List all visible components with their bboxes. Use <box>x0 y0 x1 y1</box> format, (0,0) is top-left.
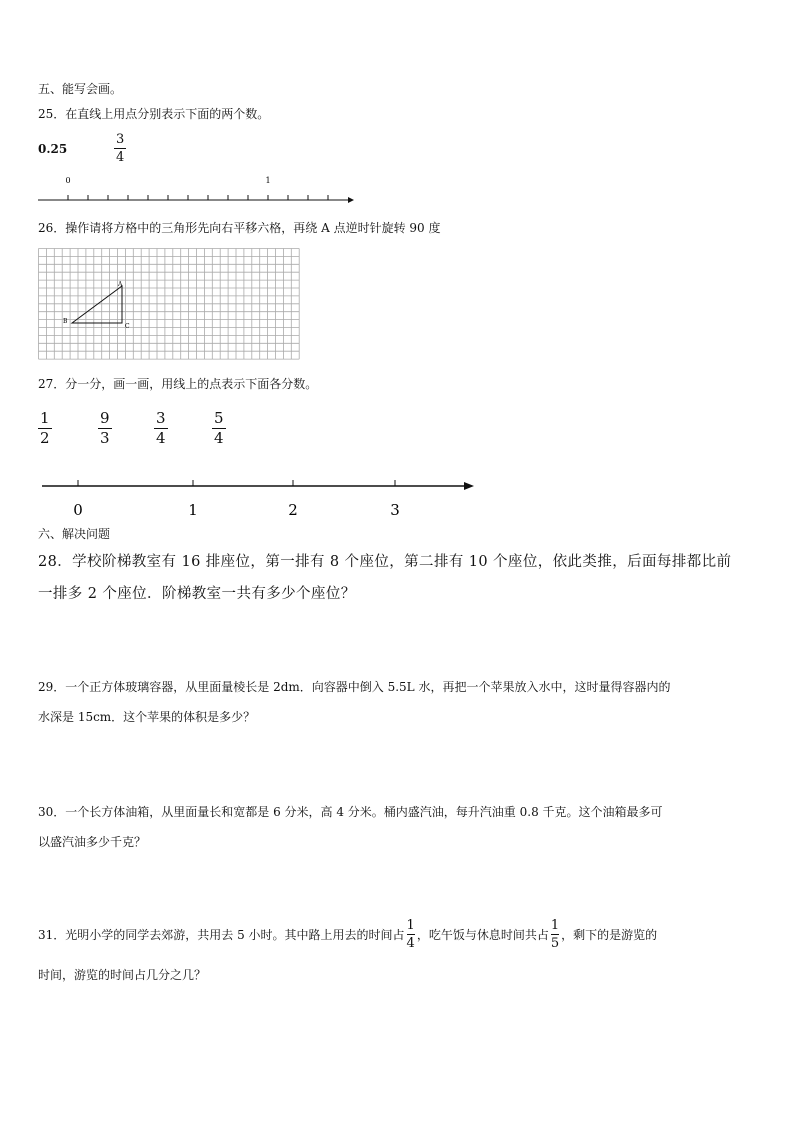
q31-fraction-1 <box>407 919 415 950</box>
point-c-label: C <box>125 323 130 330</box>
q26-square-grid <box>38 248 300 362</box>
section-title-5: 五、能写会画。 <box>38 82 123 96</box>
q27-fraction-3 <box>154 411 168 446</box>
fraction-numerator: 1 <box>406 918 415 933</box>
axis-label-1: 1 <box>188 501 198 519</box>
fraction-denominator: 4 <box>214 429 224 447</box>
q25-decimal: 0.25 <box>38 142 68 156</box>
fraction-denominator: 4 <box>406 936 415 951</box>
axis-label-2: 2 <box>288 501 298 519</box>
q27-fraction-4 <box>212 411 226 446</box>
number-line-label-1: 1 <box>265 176 271 185</box>
question-27: 27．分一分，画一画，用线上的点表示下面各分数。 <box>38 377 318 391</box>
fraction-numerator: 5 <box>214 409 224 427</box>
number-line-label-0: 0 <box>65 176 71 185</box>
q31-text-part-1: 31．光明小学的同学去郊游，共用去 5 小时。其中路上用去的时间占 <box>38 928 405 942</box>
q25-fraction <box>114 133 126 164</box>
q31-text-part-2: ，吃午饭与休息时间共占 <box>416 928 549 942</box>
axis-label-3: 3 <box>390 501 400 519</box>
q31-fraction-2 <box>551 919 559 950</box>
fraction-denominator: 2 <box>40 429 50 447</box>
q27-fraction-1 <box>38 411 52 446</box>
triangle-abc <box>72 286 122 323</box>
question-29-line-2: 水深是 15cm．这个苹果的体积是多少？ <box>38 710 256 724</box>
fraction-denominator: 4 <box>156 429 166 447</box>
fraction-denominator: 4 <box>116 150 125 165</box>
number-line-ticks <box>68 195 328 200</box>
fraction-numerator: 1 <box>40 409 50 427</box>
question-25: 25．在直线上用点分别表示下面的两个数。 <box>38 107 270 121</box>
question-26: 26．操作请将方格中的三角形先向右平移六格，再绕 A 点逆时针旋转 90 度 <box>38 221 441 235</box>
point-a-label: A <box>118 281 123 288</box>
q27-fraction-2 <box>98 411 112 446</box>
question-30-line-1: 30．一个长方体油箱，从里面量长和宽都是 6 分米，高 4 分米。桶内盛汽油，每升汽油重 0.8 千克。这个油箱最多可 <box>38 805 663 819</box>
fraction-numerator: 3 <box>156 409 166 427</box>
question-31-line-1 <box>38 919 657 950</box>
arrow-head-icon <box>464 482 474 490</box>
fraction-numerator: 3 <box>116 132 125 147</box>
axis-label-0: 0 <box>73 501 83 519</box>
q27-number-line <box>38 474 478 520</box>
fraction-numerator: 1 <box>550 918 560 933</box>
q31-text-part-3: ，剩下的是游览的 <box>561 928 658 942</box>
fraction-denominator: 5 <box>550 936 560 951</box>
question-28-line-2: 一排多 2 个座位．阶梯教室一共有多少个座位？ <box>38 586 356 602</box>
question-31-line-2: 时间，游览的时间占几分之几？ <box>38 968 207 982</box>
grid-lines <box>39 249 300 360</box>
question-29-line-1: 29．一个正方体玻璃容器，从里面量棱长是 2dm．向容器中倒入 5.5L 水，再把一个苹果放入水中，这时量得容器内的 <box>38 680 671 694</box>
arrow-head-icon <box>348 197 354 203</box>
fraction-numerator: 9 <box>100 409 110 427</box>
point-b-label: B <box>63 318 68 325</box>
question-28-line-1: 28．学校阶梯教室有 16 排座位，第一排有 8 个座位，第二排有 10 个座位，依此类推，后面每排都比前 <box>38 554 732 570</box>
section-title-6: 六、解决问题 <box>38 527 111 541</box>
fraction-denominator: 3 <box>100 429 110 447</box>
question-30-line-2: 以盛汽油多少千克？ <box>38 835 147 849</box>
q25-number-line <box>30 170 360 210</box>
